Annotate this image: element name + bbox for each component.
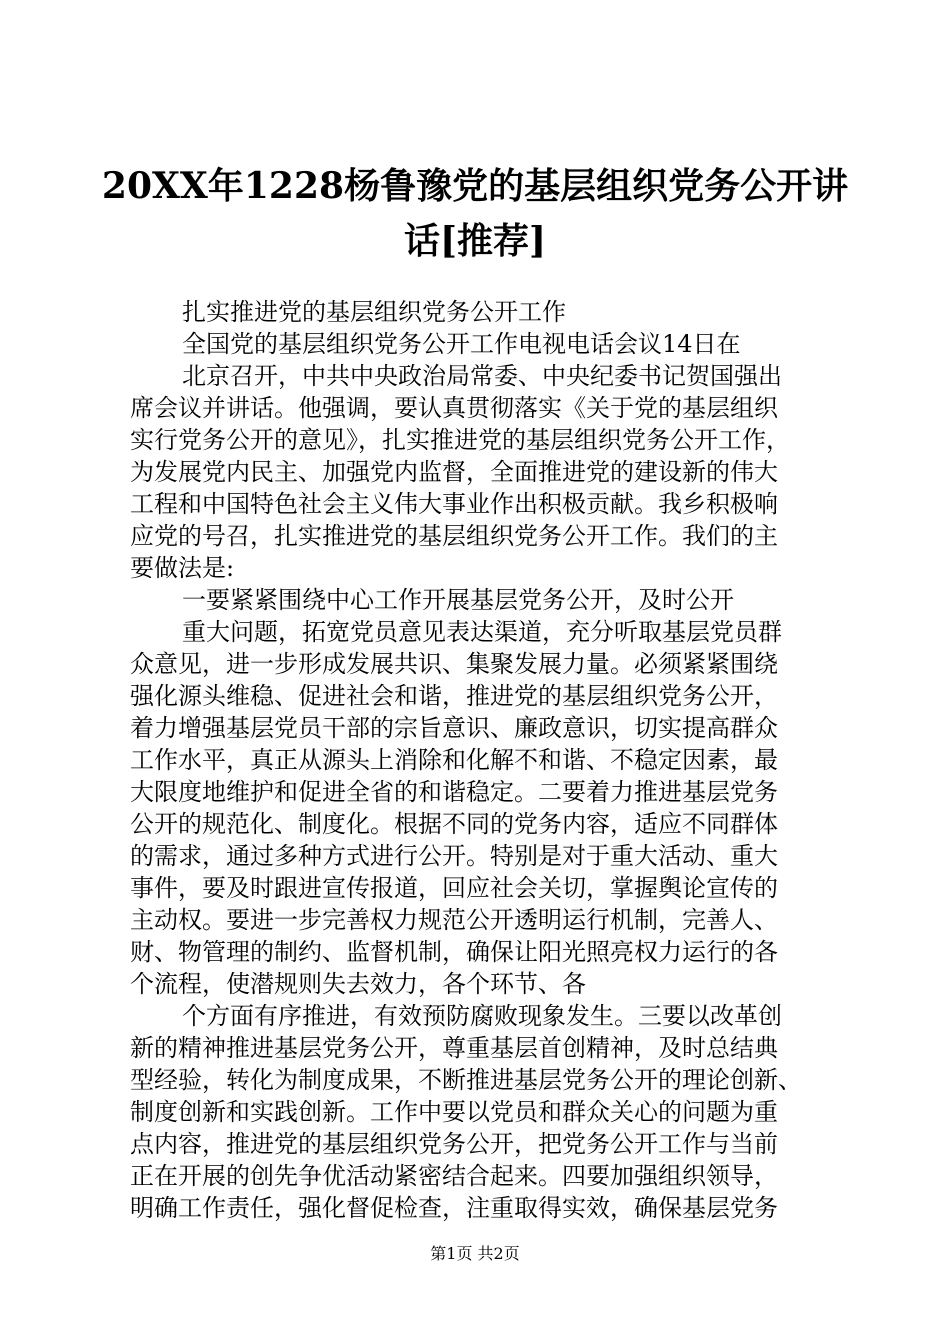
body-line: 新的精神推进基层党务公开，尊重基层首创精神，及时总结典 bbox=[130, 1034, 778, 1062]
body-line: 北京召开，中共中央政治局常委、中央纪委书记贺国强出 bbox=[182, 362, 782, 390]
body-line: 全国党的基层组织党务公开工作电视电话会议14日在 bbox=[182, 330, 741, 358]
document-body bbox=[130, 296, 830, 1224]
body-line: 工程和中国特色社会主义伟大事业作出积极贡献。我乡积极响 bbox=[130, 490, 778, 518]
body-line: 要做法是: bbox=[130, 554, 235, 582]
body-line: 扎实推进党的基层组织党务公开工作 bbox=[182, 298, 566, 326]
body-line: 主动权。要进一步完善权力规范公开透明运行机制，完善人、 bbox=[130, 906, 778, 934]
body-line: 正在开展的创先争优活动紧密结合起来。四要加强组织领导， bbox=[130, 1162, 778, 1190]
body-line: 工作水平，真正从源头上消除和化解不和谐、不稳定因素，最 bbox=[130, 746, 778, 774]
body-line: 型经验，转化为制度成果，不断推进基层党务公开的理论创新、 bbox=[130, 1066, 802, 1094]
body-line: 应党的号召，扎实推进党的基层组织党务公开工作。我们的主 bbox=[130, 522, 778, 550]
body-line: 点内容，推进党的基层组织党务公开，把党务公开工作与当前 bbox=[130, 1130, 778, 1158]
body-line: 实行党务公开的意见》，扎实推进党的基层组织党务公开工作， bbox=[130, 426, 790, 454]
body-line: 众意见，进一步形成发展共识、集聚发展力量。必须紧紧围绕 bbox=[130, 650, 778, 678]
body-line: 财、物管理的制约、监督机制，确保让阳光照亮权力运行的各 bbox=[130, 938, 778, 966]
body-line: 公开的规范化、制度化。根据不同的党务内容，适应不同群体 bbox=[130, 810, 778, 838]
body-line: 制度创新和实践创新。工作中要以党员和群众关心的问题为重 bbox=[130, 1098, 778, 1126]
document-title-line-2: 话[推荐] bbox=[403, 220, 547, 262]
body-line: 强化源头维稳、促进社会和谐，推进党的基层组织党务公开， bbox=[130, 682, 778, 710]
body-line: 着力增强基层党员干部的宗旨意识、廉政意识，切实提高群众 bbox=[130, 714, 778, 742]
body-line: 的需求，通过多种方式进行公开。特别是对于重大活动、重大 bbox=[130, 842, 778, 870]
body-line: 事件，要及时跟进宣传报道，回应社会关切，掌握舆论宣传的 bbox=[130, 874, 778, 902]
body-line: 为发展党内民主、加强党内监督，全面推进党的建设新的伟大 bbox=[130, 458, 778, 486]
body-line: 个方面有序推进，有效预防腐败现象发生。三要以改革创 bbox=[182, 1002, 782, 1030]
body-line: 大限度地维护和促进全省的和谐稳定。二要着力推进基层党务 bbox=[130, 778, 778, 806]
document-title-line-1: 20XX年1228杨鲁豫党的基层组织党务公开讲 bbox=[101, 165, 849, 207]
body-line: 明确工作责任，强化督促检查，注重取得实效，确保基层党务 bbox=[130, 1194, 778, 1222]
body-line: 席会议并讲话。他强调，要认真贯彻落实《关于党的基层组织 bbox=[130, 394, 778, 422]
body-line: 重大问题，拓宽党员意见表达渠道，充分听取基层党员群 bbox=[182, 618, 782, 646]
body-line: 一要紧紧围绕中心工作开展基层党务公开，及时公开 bbox=[182, 586, 734, 614]
page-footer: 第1页 共2页 bbox=[430, 1244, 520, 1263]
body-line: 个流程，使潜规则失去效力，各个环节、各 bbox=[130, 970, 586, 998]
